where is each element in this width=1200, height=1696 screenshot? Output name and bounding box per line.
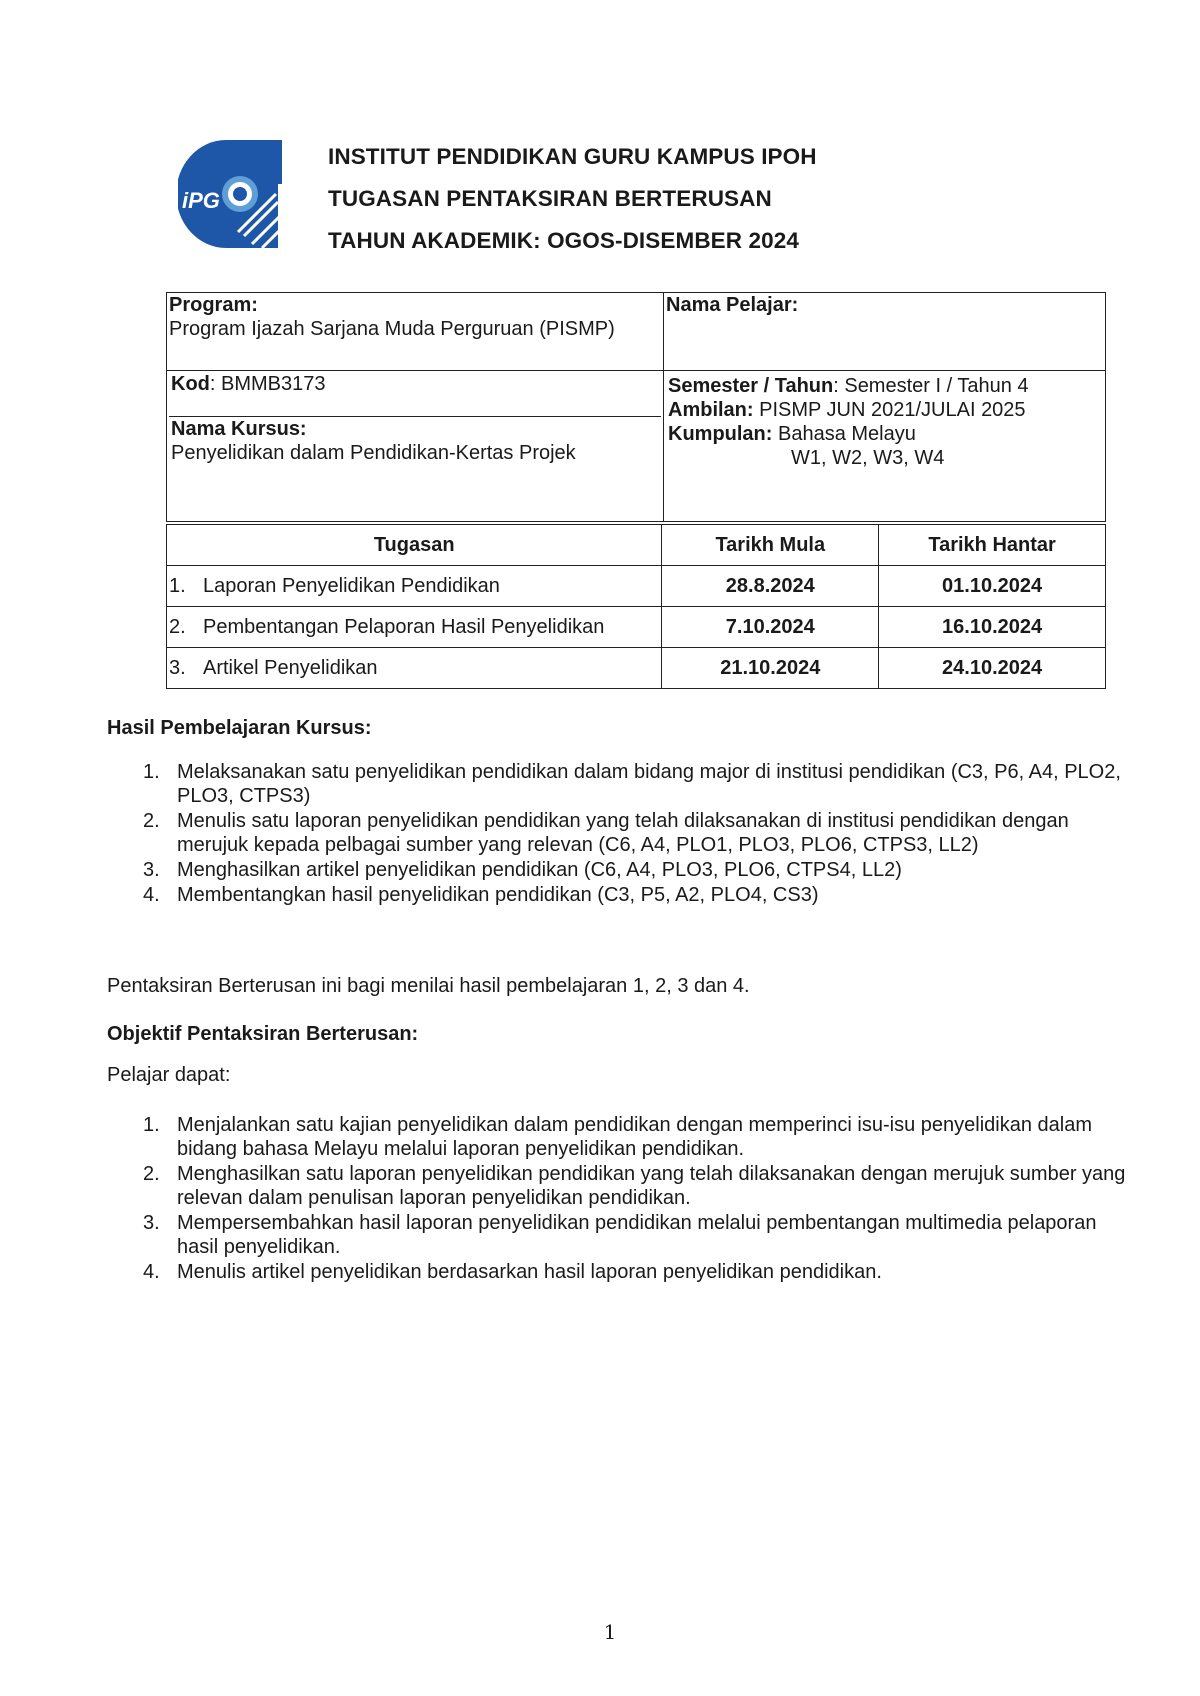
due-date-header: Tarikh Hantar <box>879 525 1106 566</box>
semester-label: Semester / Tahun <box>668 375 834 397</box>
task-start-date: 28.8.2024 <box>662 566 879 607</box>
list-text: Menghasilkan satu laporan penyelidikan pendidikan yang telah dilaksanakan dengan merujuk sumber yang relevan dalam penulisan laporan penyelidikan pendidikan. <box>177 1163 1126 1209</box>
group-value: Bahasa Melayu <box>772 423 916 445</box>
list-number: 2. <box>143 1163 160 1185</box>
task-schedule-table <box>166 524 1106 689</box>
table-row <box>167 648 1106 689</box>
course-code-value: : BMMB3173 <box>209 373 326 395</box>
objectives-intro: Pelajar dapat: <box>107 1064 231 1086</box>
list-text: Menghasilkan artikel penyelidikan pendidikan (C6, A4, PLO3, PLO6, CTPS4, LL2) <box>177 859 902 881</box>
list-number: 2. <box>143 810 160 832</box>
list-item <box>107 883 1137 907</box>
ipg-logo-graphic <box>178 136 282 258</box>
semester-value: : Semester I / Tahun 4 <box>833 375 1029 397</box>
task-number: 2. <box>169 615 186 638</box>
task-number: 3. <box>169 656 186 679</box>
learning-outcomes-list <box>107 760 1137 907</box>
program-value: Program Ijazah Sarjana Muda Perguruan (PISMP) <box>169 318 615 340</box>
task-start-date: 7.10.2024 <box>662 607 879 648</box>
list-item <box>107 1113 1137 1161</box>
objectives-list <box>107 1113 1137 1284</box>
list-text: Menulis satu laporan penyelidikan pendidikan yang telah dilaksanakan di institusi pendidikan dengan merujuk kepada pelbagai sumber yang relevan (C6, A4, PLO1, PLO3, PLO6, CTPS3, LL2) <box>177 810 1069 856</box>
program-cell <box>167 293 664 371</box>
task-name: Laporan Penyelidikan Pendidikan <box>203 574 500 597</box>
logo-text: iPG <box>182 188 220 213</box>
list-text: Mempersembahkan hasil laporan penyelidikan pendidikan melalui pembentangan multimedia pelaporan hasil penyelidikan. <box>177 1212 1097 1258</box>
task-start-date: 21.10.2024 <box>662 648 879 689</box>
course-code-label: Kod <box>171 373 210 395</box>
list-number: 4. <box>143 884 160 906</box>
list-item <box>107 858 1137 882</box>
assessment-note: Pentaksiran Berterusan ini bagi menilai hasil pembelajaran 1, 2, 3 dan 4. <box>107 975 750 997</box>
list-text: Menjalankan satu kajian penyelidikan dalam pendidikan dengan memperinci isu-isu penyelidikan dalam bidang bahasa Melayu melalui laporan penyelidikan pendidikan. <box>177 1114 1092 1160</box>
list-text: Membentangkan hasil penyelidikan pendidikan (C3, P5, A2, PLO4, CS3) <box>177 884 819 906</box>
task-due-date: 01.10.2024 <box>879 566 1106 607</box>
intake-label: Ambilan: <box>668 399 754 421</box>
assessment-title: TUGASAN PENTAKSIRAN BERTERUSAN <box>328 186 772 211</box>
list-item <box>107 809 1137 857</box>
task-name: Pembentangan Pelaporan Hasil Penyelidikan <box>203 615 605 638</box>
learning-outcomes-section <box>107 717 1137 908</box>
objectives-section <box>107 1023 1137 1285</box>
list-number: 1. <box>143 1114 160 1136</box>
group-label: Kumpulan: <box>668 423 773 445</box>
task-number: 1. <box>169 574 186 597</box>
program-label: Program: <box>169 294 258 316</box>
course-cell <box>167 371 664 522</box>
list-item <box>107 1260 1137 1284</box>
table-row <box>167 566 1106 607</box>
intake-value: PISMP JUN 2021/JULAI 2025 <box>753 399 1026 421</box>
institution-name: INSTITUT PENDIDIKAN GURU KAMPUS IPOH <box>328 144 817 169</box>
learning-outcomes-title: Hasil Pembelajaran Kursus: <box>107 717 372 739</box>
list-item <box>107 760 1137 808</box>
task-due-date: 16.10.2024 <box>879 607 1106 648</box>
list-number: 4. <box>143 1261 160 1283</box>
list-item <box>107 1162 1137 1210</box>
course-name-value: Penyelidikan dalam Pendidikan-Kertas Projek <box>171 442 576 464</box>
list-number: 1. <box>143 761 160 783</box>
course-code <box>169 371 661 417</box>
list-item <box>107 1211 1137 1259</box>
student-name-label: Nama Pelajar: <box>666 294 799 316</box>
list-number: 3. <box>143 1212 160 1234</box>
course-info-table <box>166 292 1106 522</box>
table-row <box>167 607 1106 648</box>
academic-year: TAHUN AKADEMIK: OGOS-DISEMBER 2024 <box>328 228 799 253</box>
task-due-date: 24.10.2024 <box>879 648 1106 689</box>
list-text: Melaksanakan satu penyelidikan pendidikan dalam bidang major di institusi pendidikan (C3, P6, A4, PLO2, PLO3, CTPS3) <box>177 761 1121 807</box>
semester-cell <box>664 371 1106 522</box>
objectives-title: Objektif Pentaksiran Berterusan: <box>107 1023 419 1045</box>
group-classes: W1, W2, W3, W4 <box>791 447 945 469</box>
course-name <box>169 417 661 465</box>
student-name-cell <box>664 293 1106 371</box>
task-header: Tugasan <box>167 525 662 566</box>
start-date-header: Tarikh Mula <box>662 525 879 566</box>
page-number: 1 <box>603 1620 617 1644</box>
task-name: Artikel Penyelidikan <box>203 656 378 679</box>
course-name-label: Nama Kursus: <box>171 418 307 440</box>
ipg-logo <box>178 136 282 258</box>
list-text: Menulis artikel penyelidikan berdasarkan hasil laporan penyelidikan pendidikan. <box>177 1261 882 1283</box>
institution-header <box>328 136 817 262</box>
list-number: 3. <box>143 859 160 881</box>
